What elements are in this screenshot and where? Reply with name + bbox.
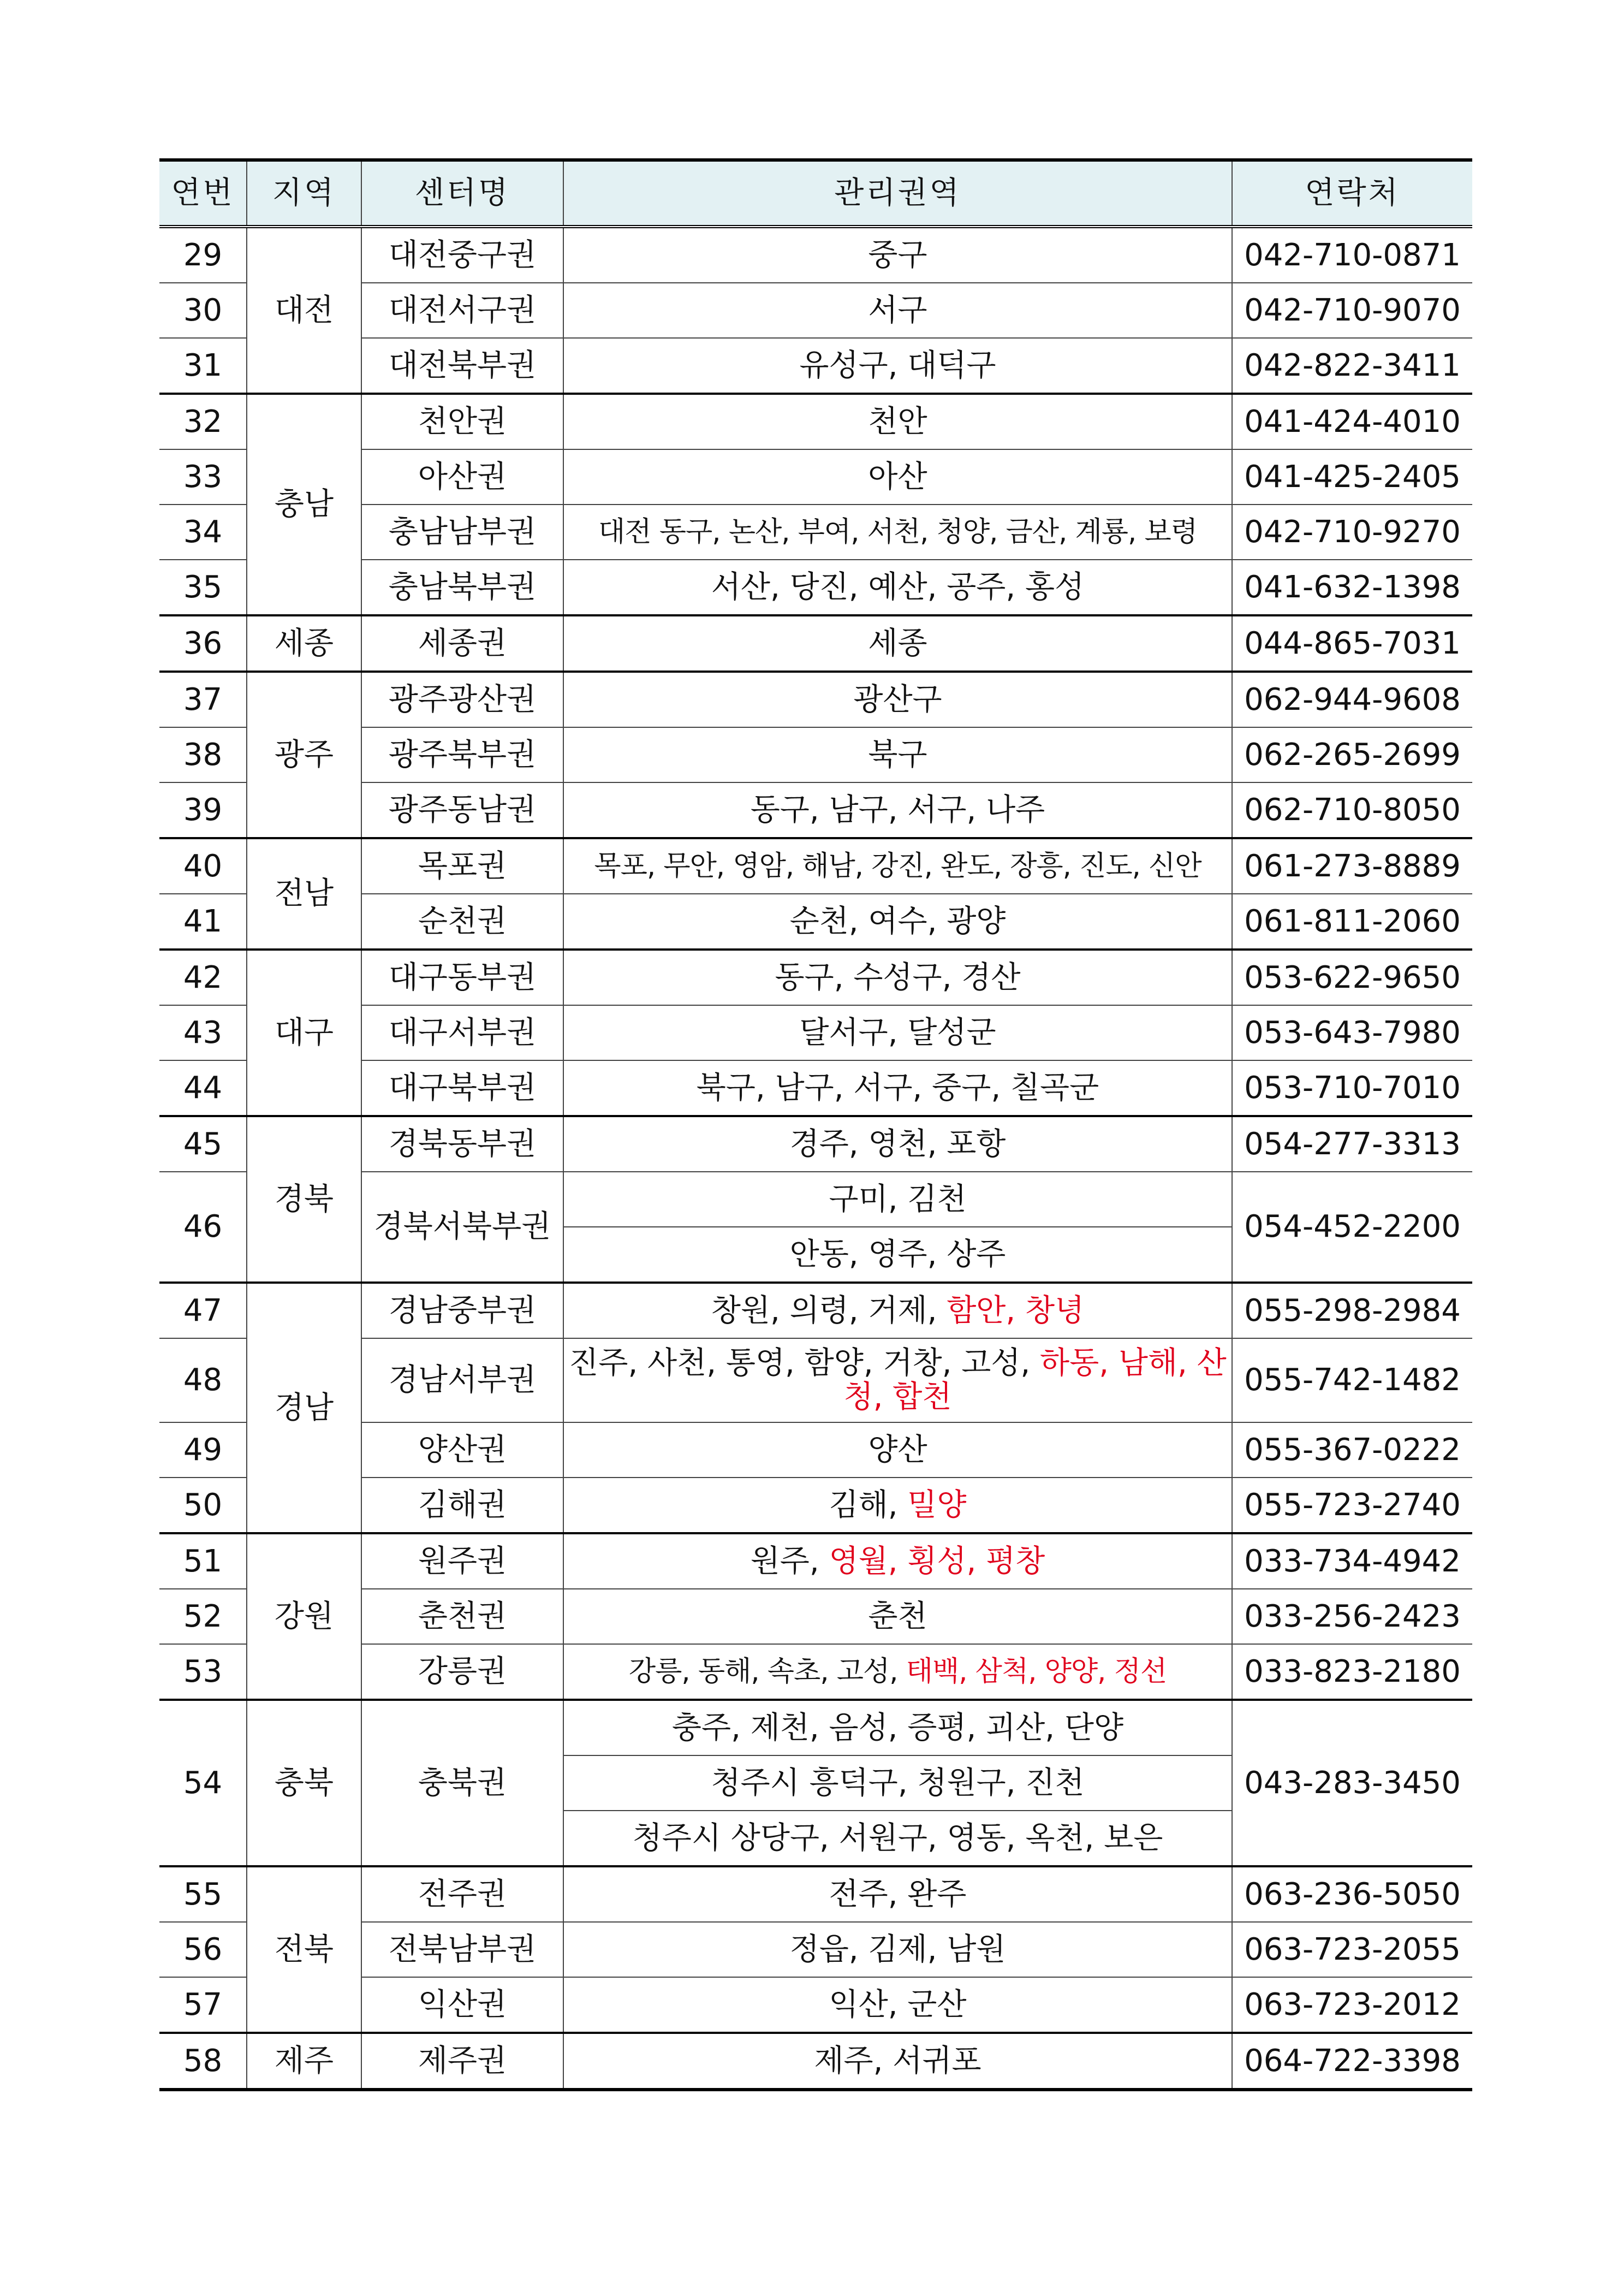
area-text: 안동, 영주, 상주	[789, 1236, 1006, 1272]
highlighted-area: 하동, 남해, 산청, 합천	[843, 1345, 1227, 1415]
center-name: 양산권	[361, 1422, 563, 1478]
contact-number: 055-298-2984	[1232, 1283, 1472, 1338]
table-row	[159, 394, 1472, 449]
center-name: 충남남부권	[361, 505, 563, 560]
area-cell	[563, 560, 1232, 615]
table-row	[159, 1283, 1472, 1338]
area-cell	[563, 1811, 1232, 1866]
area-cell	[563, 672, 1232, 727]
area-text: 제주, 서귀포	[814, 2043, 981, 2079]
row-number: 36	[159, 615, 247, 672]
area-cell	[563, 894, 1232, 950]
contact-number: 055-742-1482	[1232, 1338, 1472, 1422]
center-name: 천안권	[361, 394, 563, 449]
area-text: 양산	[868, 1432, 927, 1468]
area-cell	[563, 1172, 1232, 1227]
area-cell	[563, 782, 1232, 838]
center-name: 광주광산권	[361, 672, 563, 727]
area-cell	[563, 227, 1232, 283]
area-cell	[563, 838, 1232, 894]
center-name: 전북남부권	[361, 1922, 563, 1977]
area-cell	[563, 727, 1232, 782]
center-name: 경북서북부권	[361, 1172, 563, 1283]
region-cell: 세종	[247, 615, 361, 672]
contact-number: 044-865-7031	[1232, 615, 1472, 672]
row-number: 32	[159, 394, 247, 449]
area-cell	[563, 449, 1232, 505]
area-cell	[563, 1977, 1232, 2033]
area-text: 강릉, 동해, 속초, 고성,	[628, 1655, 906, 1688]
area-text: 아산	[868, 459, 927, 495]
region-cell: 충남	[247, 394, 361, 615]
table-row	[159, 1866, 1472, 1922]
center-name: 광주북부권	[361, 727, 563, 782]
row-number: 44	[159, 1060, 247, 1116]
area-cell	[563, 283, 1232, 338]
area-text: 청주시 상당구, 서원구, 영동, 옥천, 보은	[632, 1820, 1163, 1856]
area-cell	[563, 1478, 1232, 1533]
table-row	[159, 2033, 1472, 2090]
center-name: 원주권	[361, 1533, 563, 1589]
area-cell	[563, 1589, 1232, 1644]
region-cell: 광주	[247, 672, 361, 838]
region-cell: 대구	[247, 950, 361, 1116]
row-number: 56	[159, 1922, 247, 1977]
contact-number: 061-811-2060	[1232, 894, 1472, 950]
contact-number: 054-277-3313	[1232, 1116, 1472, 1172]
center-name: 대구북부권	[361, 1060, 563, 1116]
row-number: 29	[159, 227, 247, 283]
table-header	[159, 160, 1472, 227]
center-name: 제주권	[361, 2033, 563, 2090]
row-number: 45	[159, 1116, 247, 1172]
row-number: 49	[159, 1422, 247, 1478]
region-cell: 제주	[247, 2033, 361, 2090]
contact-number: 041-632-1398	[1232, 560, 1472, 615]
header-contact: 연락처	[1232, 160, 1472, 227]
row-number: 51	[159, 1533, 247, 1589]
area-cell	[563, 1755, 1232, 1811]
row-number: 33	[159, 449, 247, 505]
area-text: 북구, 남구, 서구, 중구, 칠곡군	[696, 1070, 1099, 1106]
area-cell	[563, 1227, 1232, 1283]
region-cell: 전북	[247, 1866, 361, 2033]
center-name: 춘천권	[361, 1589, 563, 1644]
area-text: 충주, 제천, 음성, 증평, 괴산, 단양	[671, 1710, 1124, 1746]
row-number: 46	[159, 1172, 247, 1283]
area-cell	[563, 1283, 1232, 1338]
contact-number: 053-622-9650	[1232, 950, 1472, 1005]
region-cell: 강원	[247, 1533, 361, 1700]
row-number: 52	[159, 1589, 247, 1644]
area-text: 정읍, 김제, 남원	[789, 1931, 1006, 1967]
area-cell	[563, 338, 1232, 394]
row-number: 35	[159, 560, 247, 615]
center-name: 충북권	[361, 1700, 563, 1866]
highlighted-area: 태백, 삼척, 양양, 정선	[906, 1655, 1167, 1688]
contact-number: 042-710-0871	[1232, 227, 1472, 283]
center-name: 아산권	[361, 449, 563, 505]
contact-number: 062-265-2699	[1232, 727, 1472, 782]
center-name: 충남북부권	[361, 560, 563, 615]
contact-number: 042-822-3411	[1232, 338, 1472, 394]
contact-number: 055-723-2740	[1232, 1478, 1472, 1533]
row-number: 39	[159, 782, 247, 838]
contact-number: 042-710-9270	[1232, 505, 1472, 560]
area-text: 청주시 흥덕구, 청원구, 진천	[711, 1765, 1085, 1801]
header-center: 센터명	[361, 160, 563, 227]
center-directory-table	[159, 158, 1472, 2091]
row-number: 40	[159, 838, 247, 894]
area-cell	[563, 950, 1232, 1005]
contact-number: 041-425-2405	[1232, 449, 1472, 505]
area-cell	[563, 1116, 1232, 1172]
area-cell	[563, 1533, 1232, 1589]
row-number: 30	[159, 283, 247, 338]
row-number: 53	[159, 1644, 247, 1700]
area-text: 목포, 무안, 영암, 해남, 강진, 완도, 장흥, 진도, 신안	[594, 850, 1201, 882]
region-cell: 충북	[247, 1700, 361, 1866]
header-region: 지역	[247, 160, 361, 227]
row-number: 55	[159, 1866, 247, 1922]
contact-number: 055-367-0222	[1232, 1422, 1472, 1478]
center-name: 세종권	[361, 615, 563, 672]
area-text: 원주,	[750, 1543, 829, 1579]
area-cell	[563, 1866, 1232, 1922]
row-number: 54	[159, 1700, 247, 1866]
area-text: 서구	[868, 292, 927, 328]
table-row	[159, 1533, 1472, 1589]
contact-number: 043-283-3450	[1232, 1700, 1472, 1866]
area-text: 서산, 당진, 예산, 공주, 홍성	[711, 569, 1085, 605]
center-name: 경남중부권	[361, 1283, 563, 1338]
row-number: 48	[159, 1338, 247, 1422]
center-name: 광주동남권	[361, 782, 563, 838]
contact-number: 033-256-2423	[1232, 1589, 1472, 1644]
area-text: 경주, 영천, 포항	[789, 1126, 1006, 1162]
table-row	[159, 838, 1472, 894]
area-text: 전주, 완주	[829, 1876, 967, 1912]
area-cell	[563, 615, 1232, 672]
table-body	[159, 227, 1472, 2090]
region-cell: 경남	[247, 1283, 361, 1533]
center-name: 대구서부권	[361, 1005, 563, 1060]
region-cell: 전남	[247, 838, 361, 950]
table-row	[159, 672, 1472, 727]
center-name: 대전서구권	[361, 283, 563, 338]
header-area: 관리권역	[563, 160, 1232, 227]
center-name: 경북동부권	[361, 1116, 563, 1172]
area-cell	[563, 1644, 1232, 1700]
area-text: 유성구, 대덕구	[799, 347, 996, 383]
area-text: 동구, 남구, 서구, 나주	[750, 792, 1045, 828]
region-cell: 대전	[247, 227, 361, 394]
area-cell	[563, 1005, 1232, 1060]
area-text: 광산구	[853, 681, 942, 717]
area-text: 세종	[868, 625, 927, 661]
area-text: 중구	[868, 237, 927, 273]
contact-number: 062-944-9608	[1232, 672, 1472, 727]
header-row	[159, 160, 1472, 227]
area-text: 춘천	[868, 1598, 927, 1634]
area-cell	[563, 2033, 1232, 2090]
row-number: 37	[159, 672, 247, 727]
contact-number: 033-823-2180	[1232, 1644, 1472, 1700]
area-cell	[563, 1700, 1232, 1755]
row-number: 42	[159, 950, 247, 1005]
contact-number: 063-723-2055	[1232, 1922, 1472, 1977]
highlighted-area: 밀양	[907, 1487, 967, 1523]
highlighted-area: 영월, 횡성, 평창	[829, 1543, 1045, 1579]
area-cell	[563, 505, 1232, 560]
row-number: 50	[159, 1478, 247, 1533]
area-text: 동구, 수성구, 경산	[775, 959, 1021, 995]
region-cell: 경북	[247, 1116, 361, 1283]
area-cell	[563, 394, 1232, 449]
center-name: 경남서부권	[361, 1338, 563, 1422]
center-name: 대전중구권	[361, 227, 563, 283]
header-no: 연번	[159, 160, 247, 227]
table-row	[159, 1116, 1472, 1172]
row-number: 38	[159, 727, 247, 782]
contact-number: 053-710-7010	[1232, 1060, 1472, 1116]
center-name: 김해권	[361, 1478, 563, 1533]
row-number: 34	[159, 505, 247, 560]
area-text: 창원, 의령, 거제,	[711, 1292, 947, 1328]
contact-number: 042-710-9070	[1232, 283, 1472, 338]
contact-number: 064-722-3398	[1232, 2033, 1472, 2090]
center-name: 전주권	[361, 1866, 563, 1922]
area-text: 순천, 여수, 광양	[789, 903, 1006, 939]
center-name: 익산권	[361, 1977, 563, 2033]
area-text: 진주, 사천, 통영, 함양, 거창, 고성,	[569, 1345, 1040, 1381]
area-text: 김해,	[829, 1487, 908, 1523]
contact-number: 041-424-4010	[1232, 394, 1472, 449]
table-row	[159, 615, 1472, 672]
row-number: 43	[159, 1005, 247, 1060]
center-name: 순천권	[361, 894, 563, 950]
contact-number: 033-734-4942	[1232, 1533, 1472, 1589]
contact-number: 053-643-7980	[1232, 1005, 1472, 1060]
center-name: 목포권	[361, 838, 563, 894]
area-text: 대전 동구, 논산, 부여, 서천, 청양, 금산, 계룡, 보령	[598, 515, 1197, 548]
row-number: 41	[159, 894, 247, 950]
row-number: 31	[159, 338, 247, 394]
contact-number: 061-273-8889	[1232, 838, 1472, 894]
area-cell	[563, 1422, 1232, 1478]
center-name: 대전북부권	[361, 338, 563, 394]
row-number: 47	[159, 1283, 247, 1338]
area-text: 북구	[868, 737, 927, 773]
highlighted-area: 함안, 창녕	[947, 1292, 1085, 1328]
area-text: 구미, 김천	[829, 1181, 967, 1217]
area-text: 달서구, 달성군	[799, 1014, 996, 1051]
table-row	[159, 1700, 1472, 1755]
area-cell	[563, 1922, 1232, 1977]
center-name: 강릉권	[361, 1644, 563, 1700]
contact-number: 063-723-2012	[1232, 1977, 1472, 2033]
contact-number: 054-452-2200	[1232, 1172, 1472, 1283]
center-name: 대구동부권	[361, 950, 563, 1005]
area-cell	[563, 1338, 1232, 1422]
table-row	[159, 227, 1472, 283]
row-number: 57	[159, 1977, 247, 2033]
row-number: 58	[159, 2033, 247, 2090]
table-row	[159, 950, 1472, 1005]
area-text: 익산, 군산	[829, 1986, 967, 2022]
area-text: 천안	[868, 404, 927, 440]
area-cell	[563, 1060, 1232, 1116]
contact-number: 063-236-5050	[1232, 1866, 1472, 1922]
contact-number: 062-710-8050	[1232, 782, 1472, 838]
